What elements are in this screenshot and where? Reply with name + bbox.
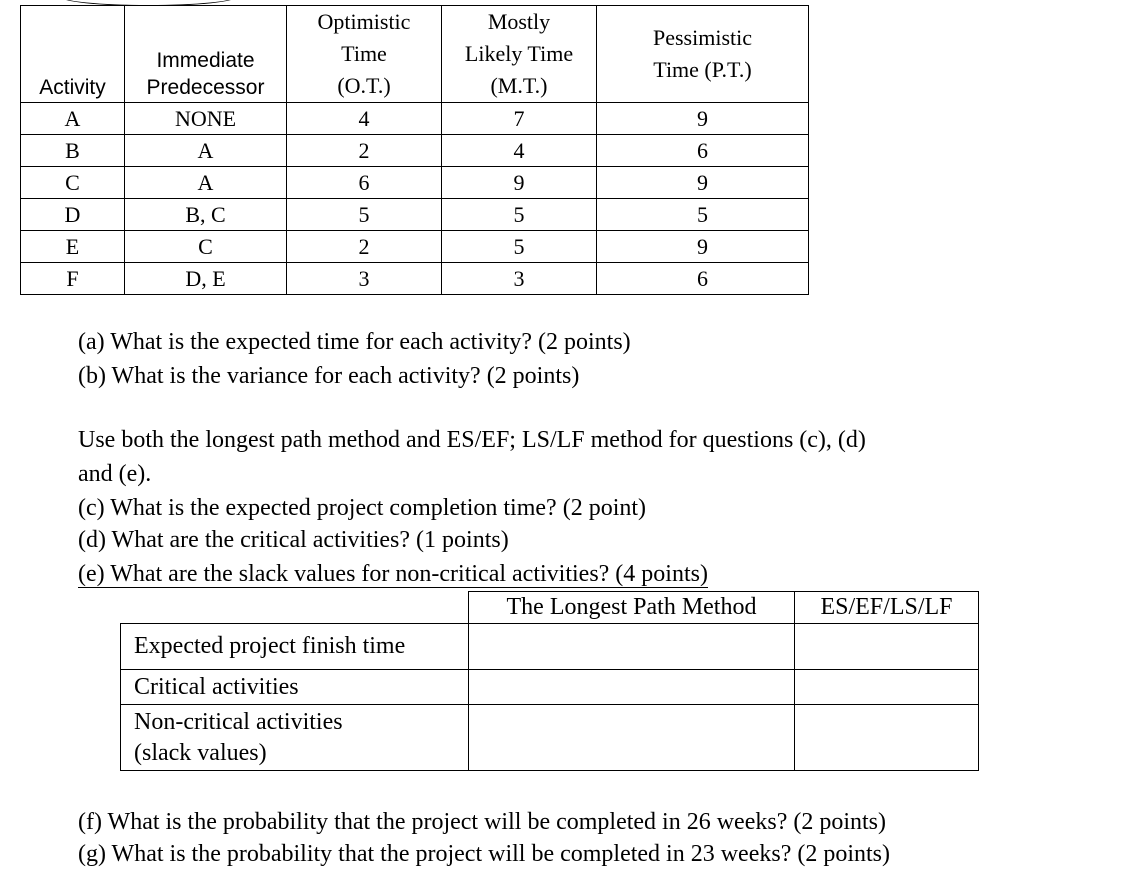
instruction-line1: Use both the longest path method and ES/EF; LS/LF method for questions (c), (d) bbox=[78, 427, 866, 453]
activity-table bbox=[20, 5, 809, 295]
header-pt-line2: Time (P.T.) bbox=[653, 57, 752, 82]
cell-pt: 6 bbox=[597, 135, 809, 167]
question-d: (d) What are the critical activities? (1 points) bbox=[78, 527, 509, 553]
header-pt-line1: Pessimistic bbox=[652, 25, 752, 50]
answer-cell-longest-path-finish[interactable] bbox=[469, 624, 795, 670]
cell-mt: 3 bbox=[442, 263, 597, 295]
answer-row-finish-time bbox=[121, 624, 979, 670]
header-ot-line3: (O.T.) bbox=[337, 73, 391, 98]
cell-activity: F bbox=[21, 263, 125, 295]
header-mt-line2: Likely Time bbox=[464, 41, 574, 66]
cell-activity: B bbox=[21, 135, 125, 167]
table-row bbox=[21, 263, 809, 295]
table-row bbox=[21, 231, 809, 263]
answer-cell-longest-path-critical[interactable] bbox=[469, 670, 795, 705]
cell-ot: 2 bbox=[287, 231, 442, 263]
header-mt-line3: (M.T.) bbox=[490, 73, 548, 98]
cell-pt: 5 bbox=[597, 199, 809, 231]
cell-pt: 9 bbox=[597, 231, 809, 263]
cell-activity: E bbox=[21, 231, 125, 263]
cell-mt: 9 bbox=[442, 167, 597, 199]
answer-cell-longest-path-slack[interactable] bbox=[469, 705, 795, 771]
cell-predecessor: NONE bbox=[125, 103, 287, 135]
question-g: (g) What is the probability that the project will be completed in 23 weeks? (2 points) bbox=[78, 841, 891, 867]
label-critical-activities: Critical activities bbox=[121, 670, 469, 705]
cell-predecessor: A bbox=[125, 167, 287, 199]
answer-cell-es-ef-finish[interactable] bbox=[795, 624, 979, 670]
answer-table bbox=[120, 591, 979, 771]
answer-table-header-row bbox=[121, 592, 979, 624]
label-noncritical-line1: Non-critical activities bbox=[134, 709, 343, 735]
cell-activity: C bbox=[21, 167, 125, 199]
header-predecessor bbox=[125, 6, 287, 103]
question-e-text: (e) What are the slack values for non-critical activities? (4 points) bbox=[78, 561, 708, 587]
header-predecessor-line2: Predecessor bbox=[146, 76, 265, 99]
header-optimistic-time bbox=[287, 6, 442, 103]
question-e bbox=[78, 557, 708, 591]
header-mt-line1: Mostly bbox=[487, 9, 551, 34]
cell-ot: 2 bbox=[287, 135, 442, 167]
table-row bbox=[21, 199, 809, 231]
question-a: (a) What is the expected time for each activity? (2 points) bbox=[78, 329, 631, 355]
header-longest-path-method: The Longest Path Method bbox=[469, 592, 795, 624]
cell-activity: D bbox=[21, 199, 125, 231]
cell-pt: 9 bbox=[597, 167, 809, 199]
header-ot-line2: Time bbox=[341, 41, 387, 66]
header-activity: Activity bbox=[21, 6, 125, 103]
cell-predecessor: A bbox=[125, 135, 287, 167]
answer-cell-es-ef-critical[interactable] bbox=[795, 670, 979, 705]
question-c: (c) What is the expected project completion time? (2 point) bbox=[78, 495, 647, 521]
table-row bbox=[21, 135, 809, 167]
question-b: (b) What is the variance for each activity? (2 points) bbox=[78, 363, 580, 389]
label-noncritical-activities bbox=[121, 705, 469, 771]
activity-table-header-row bbox=[21, 6, 809, 103]
cell-ot: 5 bbox=[287, 199, 442, 231]
answer-row-critical bbox=[121, 670, 979, 705]
instruction-line2: and (e). bbox=[78, 461, 152, 487]
cell-pt: 6 bbox=[597, 263, 809, 295]
question-f: (f) What is the probability that the project will be completed in 26 weeks? (2 points) bbox=[78, 809, 887, 835]
header-ot-line1: Optimistic bbox=[317, 9, 411, 34]
cell-mt: 4 bbox=[442, 135, 597, 167]
label-noncritical-line2: (slack values) bbox=[134, 740, 267, 766]
header-most-likely-time bbox=[442, 6, 597, 103]
cell-ot: 4 bbox=[287, 103, 442, 135]
cell-predecessor: C bbox=[125, 231, 287, 263]
header-predecessor-line1: Immediate bbox=[156, 49, 255, 72]
header-pessimistic-time bbox=[597, 6, 809, 103]
answer-cell-es-ef-slack[interactable] bbox=[795, 705, 979, 771]
answer-table-corner bbox=[121, 592, 469, 624]
table-row bbox=[21, 103, 809, 135]
header-es-ef-ls-lf: ES/EF/LS/LF bbox=[795, 592, 979, 624]
cell-predecessor: D, E bbox=[125, 263, 287, 295]
cell-ot: 3 bbox=[287, 263, 442, 295]
cell-mt: 5 bbox=[442, 231, 597, 263]
cell-pt: 9 bbox=[597, 103, 809, 135]
cell-ot: 6 bbox=[287, 167, 442, 199]
cell-mt: 5 bbox=[442, 199, 597, 231]
answer-row-noncritical bbox=[121, 705, 979, 771]
label-expected-finish-time: Expected project finish time bbox=[121, 624, 469, 670]
cell-predecessor: B, C bbox=[125, 199, 287, 231]
cell-activity: A bbox=[21, 103, 125, 135]
table-row bbox=[21, 167, 809, 199]
cell-mt: 7 bbox=[442, 103, 597, 135]
